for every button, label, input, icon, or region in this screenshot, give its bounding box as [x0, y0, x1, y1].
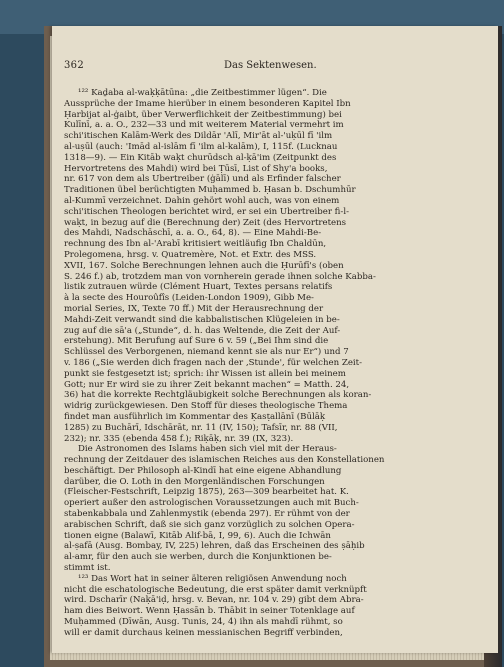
- text-line: tionen eigne (Balawī, Kitāb Alif-bā, I, 99, 6). Auch die Ichwān: [64, 530, 331, 541]
- text-line: zug auf die sā'a („Stunde“, d. h. das Weltende, die Zeit der Auf-: [64, 325, 341, 336]
- text-line: à la secte des Houroûfîs (Leiden-London 1909), Gibb Me-: [64, 293, 314, 304]
- text-line: al-Kummī verzeichnet. Dahin gehört wohl auch, was von einem: [64, 195, 340, 206]
- text-line: 36) hat die korrekte Rechtgläubigkeit solche Berechnungen als koran-: [64, 390, 372, 401]
- text-line: S. 246 f.) ab, trotzdem man von vornherein gerade ihnen solche Kabba-: [64, 271, 376, 282]
- text-line: will er damit durchaus keinen messianischen Begriff verbinden,: [64, 627, 343, 638]
- text-line: Hervortretens des Mahdi) wird bei Ṭūsī, List of Shy'a books,: [64, 163, 328, 174]
- text-line: al-amr, für den auch sie werben, durch die Konjunktionen be-: [64, 552, 332, 563]
- book-page: [52, 26, 498, 653]
- text-line: Schlüssel des Verborgenen, niemand kennt sie als nur Er“) und 7: [64, 347, 349, 358]
- text-line: punkt sie festgesetzt ist; sprich: ihr Wissen ist allein bei meinem: [64, 368, 346, 379]
- text-line: wird. Dscharīr (Naḳā'iḍ, hrsg. v. Bevan, nr. 104 v. 29) gibt dem Abra-: [64, 595, 364, 606]
- page-content: [64, 60, 494, 639]
- text-line: Aussprüche der Imame hierüber in einem besonderen Kapitel Ibn: [64, 98, 351, 109]
- text-line: Gott; nur Er wird sie zu ihrer Zeit bekannt machen“ = Matth. 24,: [64, 379, 350, 390]
- text-line: Prolegomena, hrsg. v. Quatremère, Not. et Extr. des MSS.: [64, 249, 317, 260]
- text-line: (Fleischer-Festschrift, Leipzig 1875), 263—309 bearbeitet hat. K.: [64, 487, 349, 498]
- text-line: Traditionen übel berüchtigten Muḥammed b. Ḥasan b. Dschumhūr: [64, 185, 356, 196]
- text-line: al-ṣafā (Ausg. Bombay, IV, 225) lehren, daß das Erscheinen des ṣāḥib: [64, 541, 365, 552]
- text-line: morial Series, IX, Texte 70 ff.) Mit der Herausrechnung der: [64, 303, 324, 314]
- text-line: XVII, 167. Solche Berechnungen lehnen auch die Ḥurūfī's (oben: [64, 260, 344, 271]
- text-line: erstehung). Mit Berufung auf Sure 6 v. 59 („Bei Ihm sind die: [64, 336, 329, 347]
- text-line: Die Astronomen des Islams haben sich viel mit der Heraus-: [78, 444, 337, 455]
- running-head: Das Sektenwesen.: [224, 60, 317, 71]
- text-line: Muḥammed (Dīwān, Ausg. Tunis, 24, 4) ihn als mahdī rühmt, so: [64, 617, 343, 628]
- footnote-text: [64, 88, 494, 639]
- text-line: listik zutrauen würde (Clément Huart, Textes persans relatifs: [64, 282, 333, 293]
- text-line: waḳt, in bezug auf die (Berechnung der) Zeit (des Hervortretens: [64, 217, 347, 228]
- text-line: 1285) zu Buchārī, Idschārāt, nr. 11 (IV, 150); Tafsīr, nr. 88 (VII,: [64, 422, 338, 433]
- text-line: 232); nr. 335 (ebenda 458 f.); Riḳāḳ, nr. 39 (IX, 323).: [64, 433, 294, 444]
- page-number: 362: [64, 60, 84, 71]
- text-line: ¹²² Kaḏaba al-waḳḳātūna: „die Zeitbestimmer lügen“. Die: [78, 88, 327, 98]
- text-line: arabischen Schrift, daß sie sich ganz vorzüglich zu solchen Opera-: [64, 519, 355, 530]
- text-line: 1318—9). — Ein Kitāb waḳt churūdsch al-ḳā'im (Zeitpunkt des: [64, 152, 337, 163]
- text-line: nicht die eschatologische Bedeutung, die erst später damit verknüpft: [64, 584, 367, 595]
- text-line: Kulīnī, a. a. O., 232—33 und mit weiterem Material vermehrt im: [64, 120, 344, 131]
- text-line: stabenkabbala und Zahlenmystik (ebenda 297). Er rühmt von der: [64, 509, 350, 520]
- text-line: stimmt ist.: [64, 563, 111, 574]
- text-line: schi'itischen Kalām-Werk des Dildār 'Alī, Mir'āt al-'uḳūl fī 'ilm: [64, 131, 333, 142]
- text-line: beschäftigt. Der Philosoph al-Kindī hat eine eigene Abhandlung: [64, 465, 342, 476]
- text-line: darüber, die O. Loth in den Morgenländischen Forschungen: [64, 476, 325, 487]
- text-line: schi'itischen Theologen berichtet wird, er sei ein Übertreiber fi-l-: [64, 206, 349, 217]
- page-header: [64, 60, 494, 76]
- text-line: findet man ausführlich im Kommentar des Ḳasṭallānī (Būlāḳ: [64, 411, 326, 422]
- text-line: Mahdi-Zeit verwandt sind die kabbalistischen Klügeleien in be-: [64, 314, 340, 325]
- text-line: Ḥarbijat al-ġaibt, über Verwerflichkeit der Zeitbestimmung) bei: [64, 109, 342, 120]
- text-line: widrig zurückgewiesen. Den Stoff für dieses theologische Thema: [64, 401, 348, 412]
- text-line: rechnung der Zeitdauer des islamischen Reiches aus den Konstellationen: [64, 455, 385, 466]
- text-line: nr. 617 von dem als Übertreiber (ġālī) und als Erfinder falscher: [64, 174, 341, 185]
- text-line: v. 186 („Sie werden dich fragen nach der ‚Stunde', für welchen Zeit-: [64, 357, 363, 368]
- text-line: ham dies Beiwort. Wenn Ḥassān b. Thābit in seiner Totenklage auf: [64, 606, 355, 617]
- text-line: operiert außer den astrologischen Voraussetzungen auch mit Buch-: [64, 498, 359, 509]
- text-line: des Mahdi, Nadschāschī, a. a. O., 64, 8). — Eine Mahdi-Be-: [64, 228, 322, 239]
- text-line: al-uṣūl (auch: 'Imād al-islām fī 'ilm al-kalām), I, 115f. (Lucknau: [64, 141, 338, 152]
- text-line: rechnung des Ibn al-'Arabī kritisiert weitläufig Ibn Chaldūn,: [64, 239, 327, 250]
- text-line: ¹²³ Das Wort hat in seiner älteren religiösen Anwendung noch: [78, 573, 347, 584]
